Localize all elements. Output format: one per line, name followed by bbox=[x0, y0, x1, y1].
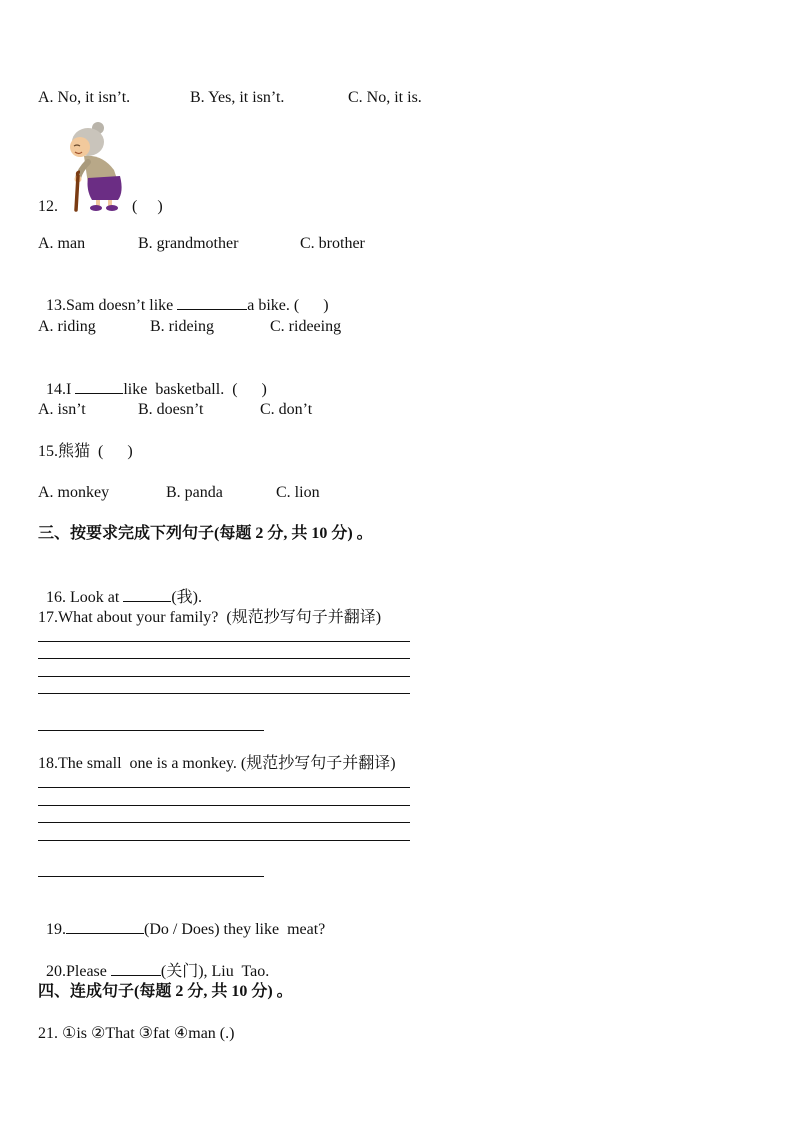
q18-writing-line-2[interactable] bbox=[38, 805, 410, 806]
q14-option-a: A. isn’t bbox=[38, 401, 86, 418]
q13-question bbox=[38, 275, 329, 316]
q16-question bbox=[38, 567, 202, 608]
q13-option-c: C. rideeing bbox=[270, 318, 342, 335]
q18-question: 18.The small one is a monkey. (规范抄写句子并翻译) bbox=[38, 755, 396, 772]
q18-writing-line-4[interactable] bbox=[38, 840, 410, 841]
q14-blank[interactable] bbox=[75, 379, 123, 394]
q11-option-c: C. No, it is. bbox=[348, 89, 422, 106]
q11-option-b: B. Yes, it isn’t. bbox=[190, 89, 285, 106]
q18-translation-line[interactable] bbox=[38, 876, 264, 877]
q17-translation-line[interactable] bbox=[38, 730, 264, 731]
q12-option-c: C. brother bbox=[300, 235, 365, 252]
q17-writing-line-4[interactable] bbox=[38, 693, 410, 694]
q15-option-a: A. monkey bbox=[38, 484, 110, 501]
q17-question: 17.What about your family? (规范抄写句子并翻译) bbox=[38, 609, 382, 626]
q19-question bbox=[38, 899, 325, 940]
q12-answer-paren[interactable]: ( ) bbox=[132, 198, 163, 215]
q17-writing-line-3[interactable] bbox=[38, 676, 410, 677]
q12-option-a: A. man bbox=[38, 235, 86, 252]
q13-option-a: A. riding bbox=[38, 318, 96, 335]
q16-blank[interactable] bbox=[123, 587, 171, 602]
q19-text-before: 19. bbox=[46, 921, 66, 938]
q17-writing-line-2[interactable] bbox=[38, 658, 410, 659]
q20-blank[interactable] bbox=[111, 961, 161, 976]
q20-text-after: (关门), Liu Tao. bbox=[160, 963, 270, 980]
q15-option-b: B. panda bbox=[166, 484, 223, 501]
q12-number: 12. bbox=[38, 198, 58, 215]
q19-text-after: (Do / Does) they like meat? bbox=[144, 921, 326, 938]
q17-writing-line-1[interactable] bbox=[38, 641, 410, 642]
q13-option-b: B. rideing bbox=[150, 318, 214, 335]
q14-option-b: B. doesn’t bbox=[138, 401, 204, 418]
q13-text-before: 13.Sam doesn’t like bbox=[46, 297, 178, 314]
q20-text-before: 20.Please bbox=[46, 963, 111, 980]
q13-text-after: a bike. ( ) bbox=[247, 297, 329, 314]
q16-text-before: 16. Look at bbox=[46, 589, 124, 606]
q14-text-before: 14.I bbox=[46, 381, 76, 398]
section4-title: 四、连成句子(每题 2 分, 共 10 分) 。 bbox=[38, 983, 293, 1000]
q11-option-a: A. No, it isn’t. bbox=[38, 89, 131, 106]
q15-question: 15.熊猫 ( ) bbox=[38, 443, 133, 460]
q14-text-after: like basketball. ( ) bbox=[123, 381, 267, 398]
q16-text-after: (我). bbox=[171, 589, 202, 606]
q21-question: 21. ①is ②That ③fat ④man (.) bbox=[38, 1025, 235, 1042]
q12-option-b: B. grandmother bbox=[138, 235, 239, 252]
q14-option-c: C. don’t bbox=[260, 401, 313, 418]
q13-blank[interactable] bbox=[177, 295, 247, 310]
q15-option-c: C. lion bbox=[276, 484, 320, 501]
grandmother-icon bbox=[58, 120, 128, 212]
section3-title: 三、按要求完成下列句子(每题 2 分, 共 10 分) 。 bbox=[38, 525, 373, 542]
q18-writing-line-3[interactable] bbox=[38, 822, 410, 823]
q18-writing-line-1[interactable] bbox=[38, 787, 410, 788]
q14-question bbox=[38, 359, 267, 400]
q19-blank[interactable] bbox=[66, 919, 144, 934]
q20-question bbox=[38, 941, 269, 982]
